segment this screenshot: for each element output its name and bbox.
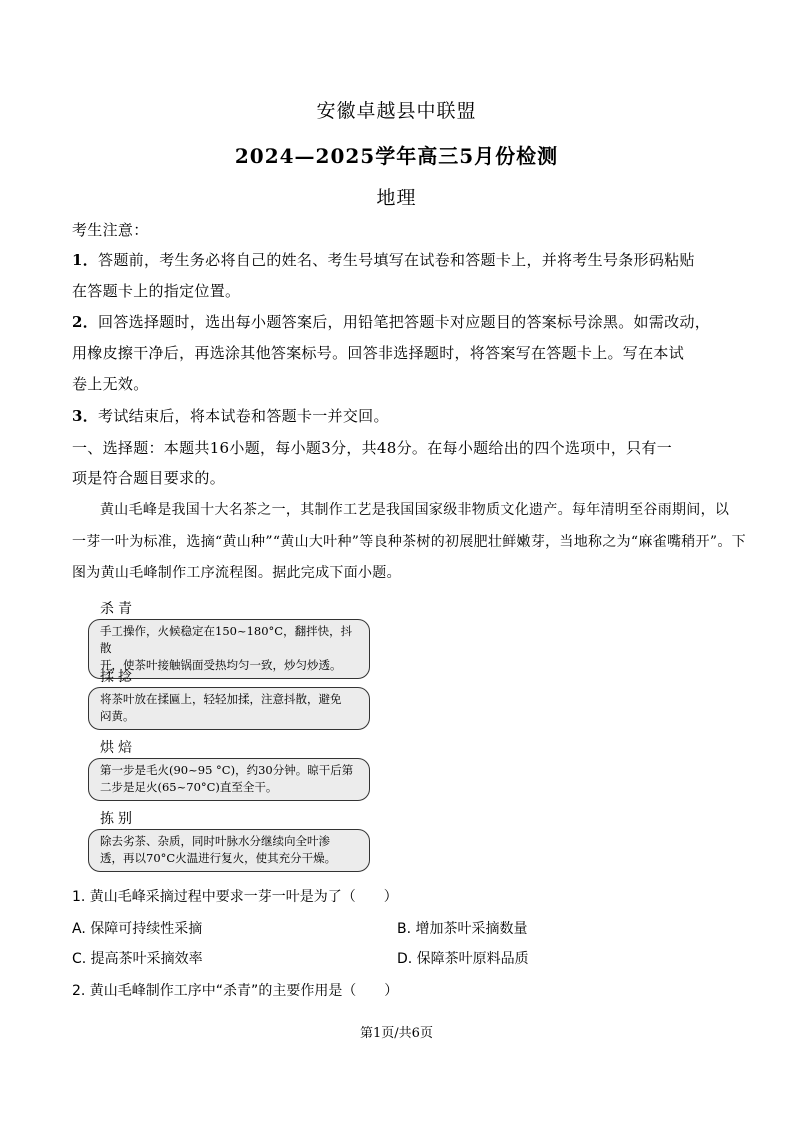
section-heading: 一、选择题：本题共16小题，每小题3分，共48分。在每小题给出的四个选项中，只有一 <box>72 439 673 457</box>
flow-step-box <box>88 829 370 872</box>
notice-text: 卷上无效。 <box>72 375 149 393</box>
page-number: 第1页/共6页 <box>360 1026 433 1041</box>
notice-text: 答题前，考生务必将自己的姓名、考生号填写在试卷和答题卡上，并将考生号条形码粘贴 <box>98 251 695 269</box>
flow-step-text: 将茶叶放在揉匾上，轻轻加揉，注意抖散，避免 <box>100 692 342 706</box>
notice-item-1 <box>72 245 722 276</box>
subject-title: 地理 <box>376 187 417 209</box>
notice-num: 1． <box>72 251 99 269</box>
notice-num: 2． <box>72 313 99 331</box>
flow-step-label: 杀青 <box>100 601 136 617</box>
notice-heading: 考生注意： <box>72 221 149 239</box>
flow-step-label: 拣别 <box>100 811 136 827</box>
flow-step-text: 二步是足火(65~70°C)直至全干。 <box>100 780 278 794</box>
flow-step-text: 手工操作，火候稳定在150~180°C，翻拌快，抖散 <box>100 624 353 655</box>
notice-text: 用橡皮擦干净后，再选涂其他答案标号。回答非选择题时，将答案写在答题卡上。写在本试 <box>72 344 685 362</box>
org-title: 安徽卓越县中联盟 <box>316 100 477 122</box>
option-d: D. 保障茶叶原料品质 <box>397 951 529 967</box>
question-stem: 2. 黄山毛峰制作工序中“杀青”的主要作用是（ ） <box>72 983 399 999</box>
flow-step-box <box>88 687 370 730</box>
notice-text: 回答选择题时，选出每小题答案后，用铅笔把答题卡对应题目的答案标号涂黑。如需改动， <box>98 313 711 331</box>
flow-step-label: 揉捻 <box>100 669 136 685</box>
passage-line: 黄山毛峰是我国十大名茶之一，其制作工艺是我国国家级非物质文化遗产。每年清明至谷雨期间，以 <box>100 502 730 518</box>
flow-step-box <box>88 758 370 801</box>
passage-line: 一芽一叶为标准，选摘“黄山种”“黄山大叶种”等良种茶树的初展肥壮鲜嫩芽，当地称之为“麻雀嘴稍开”。下 <box>72 534 746 550</box>
flow-step-text: 透，再以70°C火温进行复火，使其充分干燥。 <box>100 851 337 865</box>
option-b: B. 增加茶叶采摘数量 <box>397 921 528 937</box>
notice-item-2 <box>72 307 722 338</box>
flow-step-label: 烘焙 <box>100 740 136 756</box>
notice-text: 在答题卡上的指定位置。 <box>72 282 241 300</box>
flow-step-text: 第一步是毛火(90~95 °C)，约30分钟。晾干后第 <box>100 763 354 777</box>
exam-title: 2024—2025学年高三5月份检测 <box>234 144 559 168</box>
section-heading-cont: 项是符合题目要求的。 <box>72 469 226 487</box>
passage-line: 图为黄山毛峰制作工序流程图。据此完成下面小题。 <box>72 565 401 581</box>
notice-num: 3． <box>72 407 99 425</box>
notice-item-3 <box>72 401 722 432</box>
option-c: C. 提高茶叶采摘效率 <box>72 951 203 967</box>
question-stem: 1. 黄山毛峰采摘过程中要求一芽一叶是为了（ ） <box>72 889 398 905</box>
notice-text: 考试结束后，将本试卷和答题卡一并交回。 <box>98 407 389 425</box>
flow-step-text: 除去劣茶、杂质，同时叶脉水分继续向全叶渗 <box>100 834 330 848</box>
flow-step-text: 开，使茶叶接触锅面受热均匀一致，炒匀炒透。 <box>100 658 342 672</box>
option-a: A. 保障可持续性采摘 <box>72 921 203 937</box>
flow-step-text: 闷黄。 <box>100 709 135 723</box>
